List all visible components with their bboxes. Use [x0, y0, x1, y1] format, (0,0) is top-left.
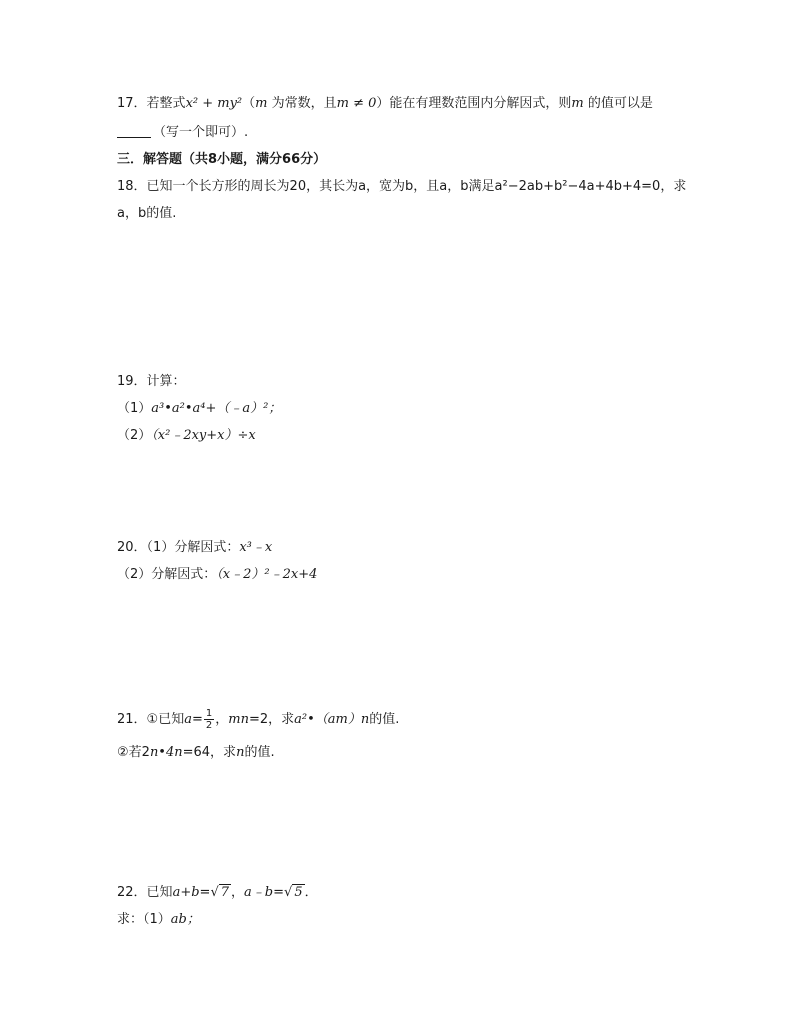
question-21-part-1: 21．①已知a= $\frac{1}{2}$ ，mn=2，求a²•（am）n的值. — [117, 708, 400, 731]
question-18-line-2: a，b的值. — [117, 206, 177, 221]
question-17-number: 17． — [117, 96, 147, 111]
question-17-line-2: （写一个即可）. — [117, 124, 248, 142]
question-19-title: 19．计算： — [117, 374, 186, 389]
question-21-number: 21． — [117, 712, 147, 727]
sqrt-7: √ 7 — [210, 885, 230, 900]
question-20-number: 20． — [117, 540, 147, 555]
question-18-number: 18． — [117, 179, 147, 194]
question-17-line-1: 17．若整式x² + my²（m 为常数，且m ≠ 0）能在有理数范围内分解因式，则m 的值可以是 — [117, 96, 653, 111]
question-21-part-2: ②若2n•4n=64，求n的值. — [117, 745, 275, 760]
question-22-line-2: 求：（1）ab； — [117, 912, 200, 927]
question-19-part-2: （2）（x²﹣2xy+x）÷x — [117, 428, 256, 443]
question-22-line-1: 22．已知a+b=√ 7 ，a﹣b=√ 5 ． — [117, 885, 318, 900]
answer-blank — [117, 137, 151, 138]
q17-expression: x² + my² — [185, 96, 243, 111]
question-20-part-2: （2）分解因式：（x﹣2）²﹣2x+4 — [117, 567, 318, 582]
q17-condition: m ≠ 0 — [336, 96, 377, 111]
question-19-part-1: （1）a³•a²•a⁴+（﹣a）²； — [117, 401, 282, 416]
question-22-number: 22． — [117, 885, 147, 900]
sqrt-5: √ 5 — [284, 885, 303, 900]
section-3-heading: 三．解答题（共8小题，满分66分） — [117, 152, 327, 167]
fraction-one-half: $\frac{1}{2}$ — [205, 708, 213, 731]
question-20-part-1: 20．（1）分解因式：x³﹣x — [117, 540, 273, 555]
question-18-line-1: 18．已知一个长方形的周长为20，其长为a，宽为b，且a，b满足a²−2ab+b²−4a+4b+4=0，求 — [117, 179, 687, 194]
question-19-number: 19． — [117, 374, 147, 389]
